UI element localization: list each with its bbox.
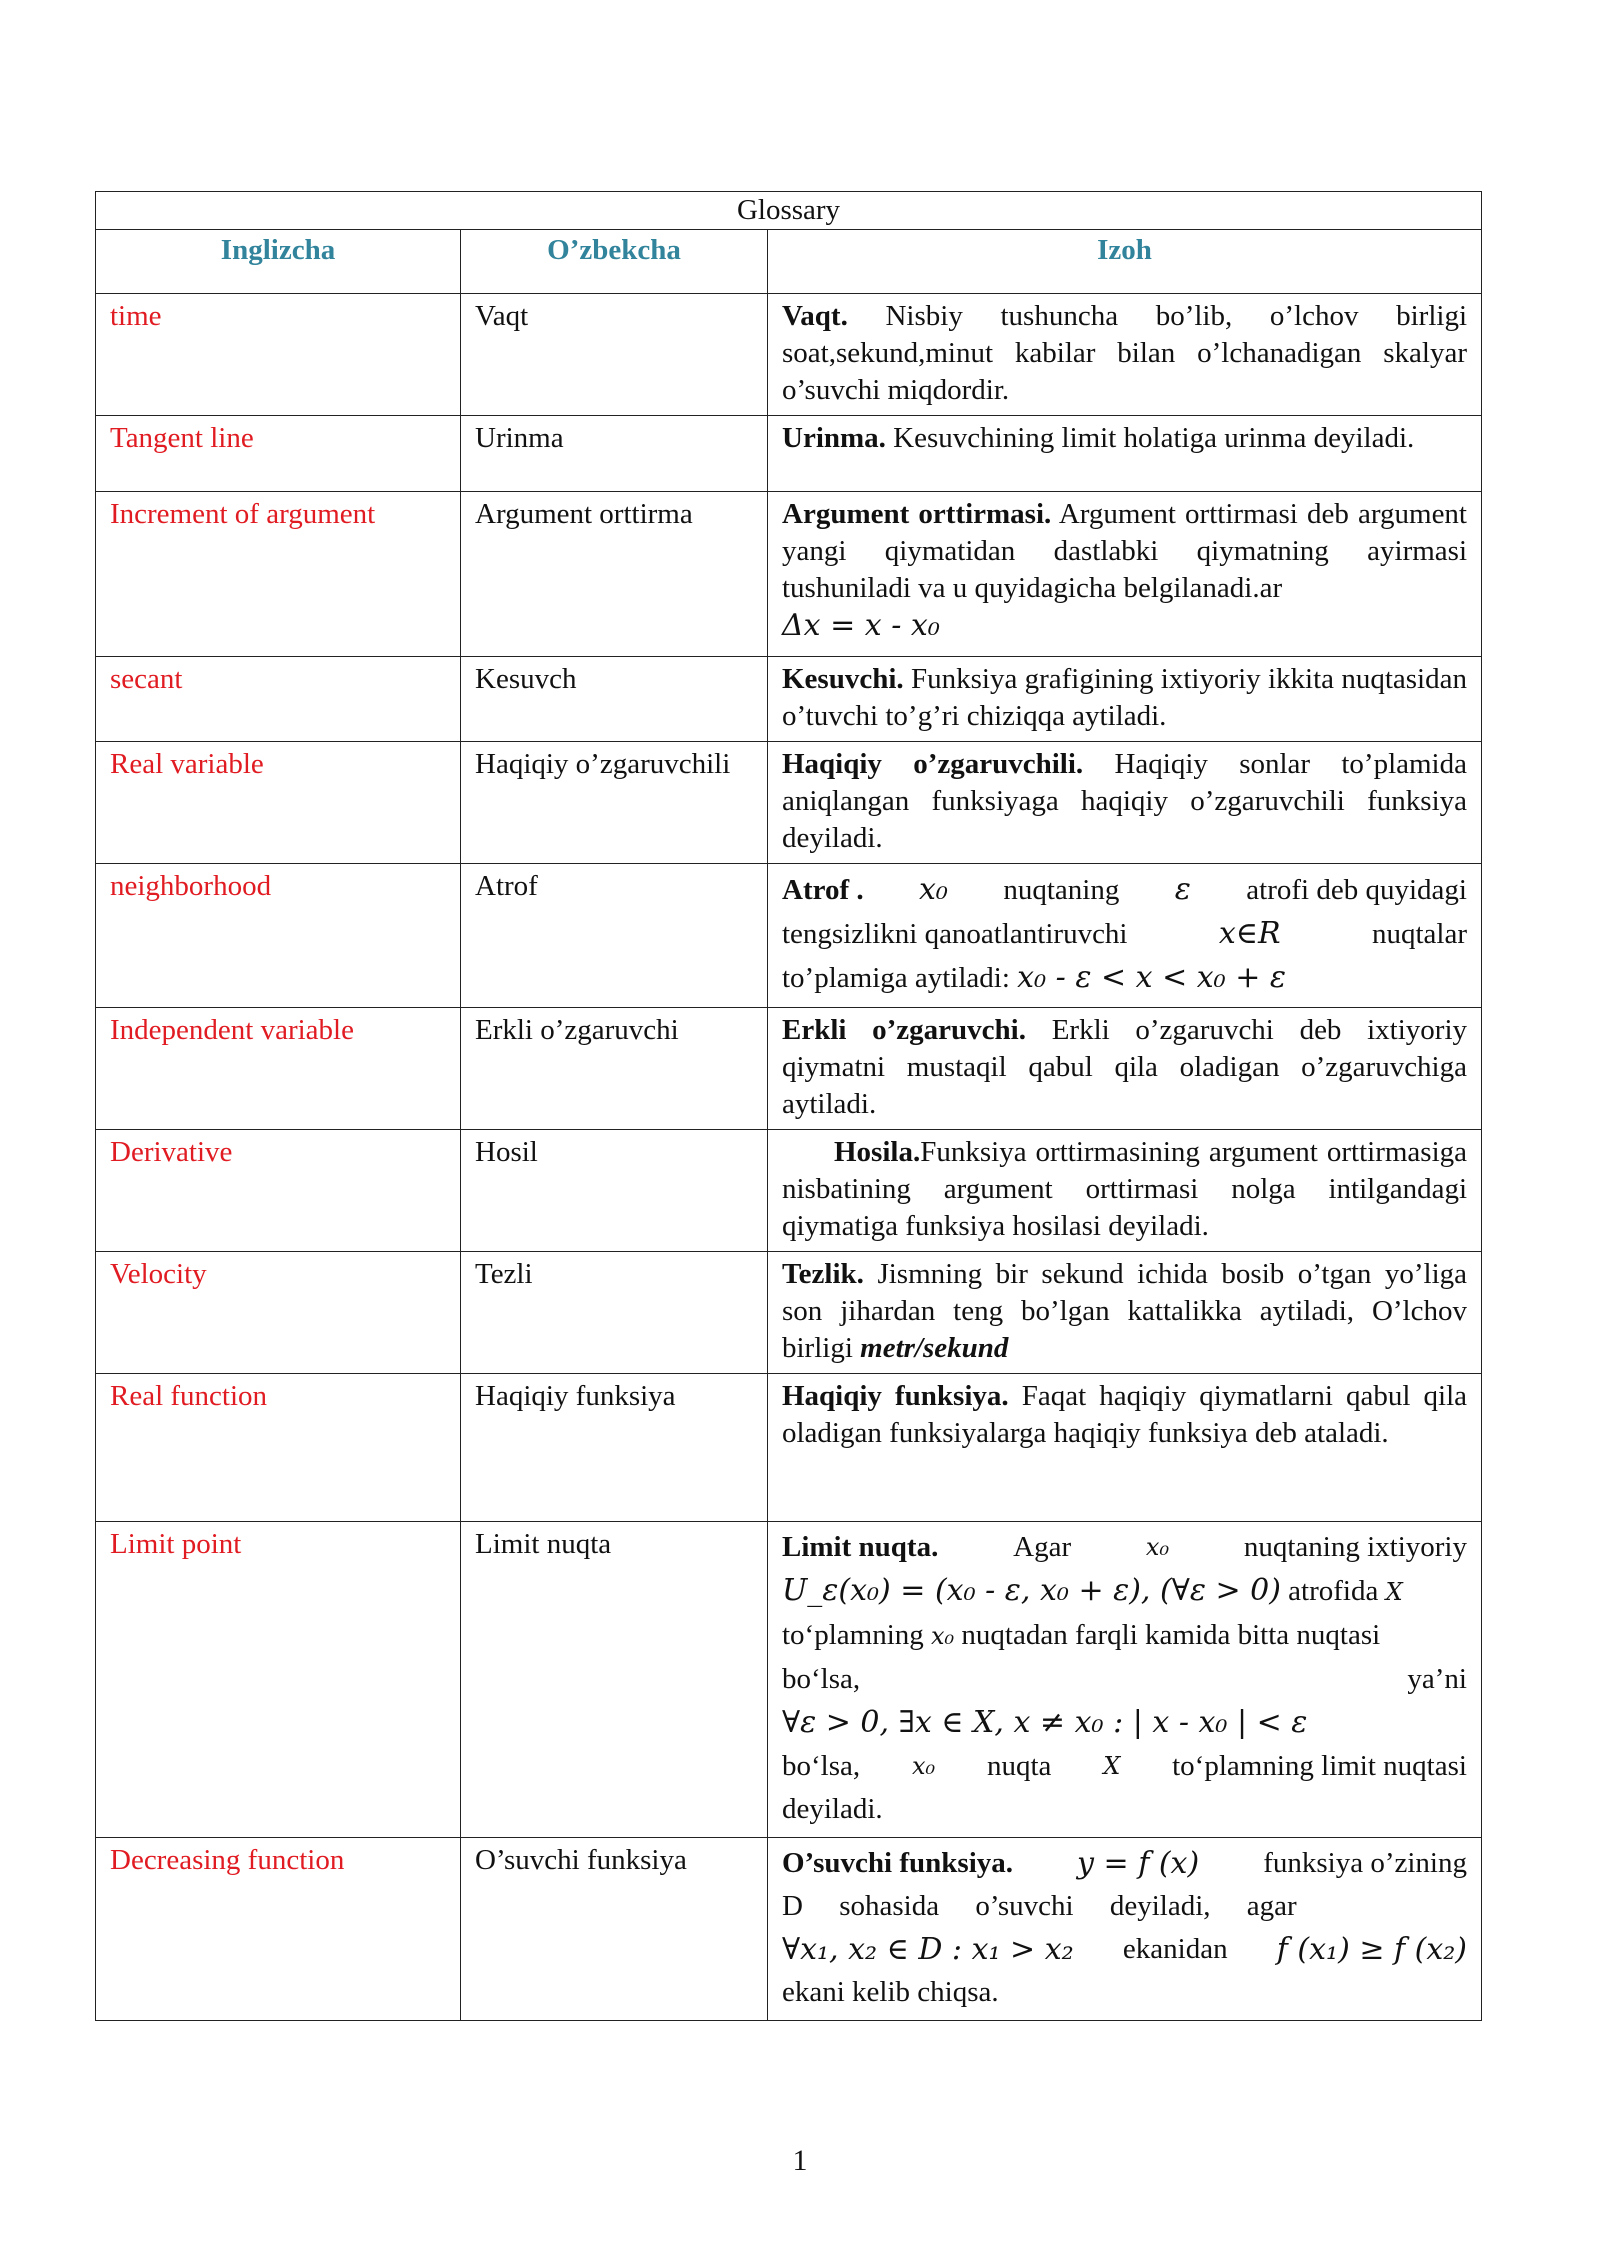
formula-line xyxy=(782,868,1467,912)
table-row xyxy=(96,1374,1482,1522)
definition-text: atrofi deb quyidagi xyxy=(1246,874,1467,906)
uzbek-term: Kesuvch xyxy=(461,657,768,742)
formula-line xyxy=(782,1526,1467,1569)
definition-text: Faqat haqiqiy qiymatlarni qabul qila oladigan funksiyalarga haqiqiy funksiya deb ataladi. xyxy=(782,1380,1468,1449)
english-term: Derivative xyxy=(96,1130,461,1252)
formula-line xyxy=(782,1928,1467,1971)
definition-term: O’suvchi funksiya. xyxy=(782,1847,1013,1879)
formula-line xyxy=(782,1842,1467,1885)
uzbek-term: Vaqt xyxy=(461,294,768,416)
table-row xyxy=(96,492,1482,657)
definition-text: Nisbiy tushuncha bo’lib, o’lchov birligi soat,sekund,minut kabilar bilan o’lchanadigan skalyar o’suvchi miqdordir. xyxy=(782,300,1468,406)
definition-text: nuqta xyxy=(986,1750,1052,1782)
definition-text: to’plamiga aytiladi: xyxy=(782,962,1010,994)
definition-text: Jismning bir sekund ichida bosib o’tgan yo’liga son jihardan teng bo’lgan kattalikka aytiladi, O’lchov birligi xyxy=(782,1258,1467,1364)
table-row xyxy=(96,1130,1482,1252)
definition-term: Limit nuqta. xyxy=(782,1531,939,1563)
definition-text: Funksiya grafigining ixtiyoriy ikkita nuqtasidan o’tuvchi to’g’ri chiziqqa aytiladi. xyxy=(782,663,1467,732)
x0-symbol: x₀ xyxy=(931,1622,955,1650)
definition-text: ya’ni xyxy=(1407,1663,1467,1695)
table-row xyxy=(96,294,1482,416)
x0-symbol: x₀ xyxy=(919,872,948,907)
x0-symbol: x₀ xyxy=(911,1752,936,1780)
definition-term: Argument orttirmasi. xyxy=(782,498,1052,530)
uzbek-term: Erkli o’zgaruvchi xyxy=(461,1008,768,1130)
definition-text: Erkli o’zgaruvchi deb ixtiyoriy qiymatni mustaqil qabul qila oladigan o’zgaruvchiga aytiladi. xyxy=(782,1014,1468,1120)
definition-term: Haqiqiy funksiya. xyxy=(782,1380,1009,1412)
definition-text: Kesuvchining limit holatiga urinma deyiladi. xyxy=(893,422,1415,454)
definition-text: deyiladi. xyxy=(782,1793,883,1825)
uzbek-term: Haqiqiy funksiya xyxy=(461,1374,768,1522)
header-english: Inglizcha xyxy=(96,230,461,294)
membership-formula: x∈R xyxy=(1218,916,1281,951)
description xyxy=(768,657,1482,742)
definition-text: Argument orttirmasi deb argument yangi qiymatidan dastlabki qiymatning ayirmasi tushuniladi va u quyidagicha belgilanadi.ar xyxy=(782,498,1467,604)
definition-text: Agar xyxy=(1013,1531,1072,1563)
english-term: Velocity xyxy=(96,1252,461,1374)
definition-term: Kesuvchi. xyxy=(782,663,904,695)
description xyxy=(768,1130,1482,1252)
formula-line xyxy=(782,1614,1467,1658)
formula-line xyxy=(782,912,1467,956)
definition-text: Funksiya orttirmasining argument orttirmasiga nisbatining argument orttirmasi nolga intilgandagi qiymatiga funksiya hosilasi deyiladi. xyxy=(782,1136,1467,1242)
formula-line xyxy=(782,1569,1467,1614)
english-term: Increment of argument xyxy=(96,492,461,657)
english-term: secant xyxy=(96,657,461,742)
definition-text: nuqtaning ixtiyoriy xyxy=(1243,1531,1467,1563)
definition-term: Haqiqiy o’zgaruvchili. xyxy=(782,748,1084,780)
definition-text: funksiya o’zining xyxy=(1263,1847,1467,1879)
definition-text: tengsizlikni qanoatlantiruvchi xyxy=(782,918,1128,950)
definition-text: Haqiqiy sonlar to’plamida aniqlangan funksiyaga haqiqiy o’zgaruvchili funksiya deyiladi. xyxy=(782,748,1467,854)
definition-text: to‘plamning limit nuqtasi xyxy=(1172,1750,1467,1782)
header-uzbek: O’zbekcha xyxy=(461,230,768,294)
definition-term: Vaqt. xyxy=(782,300,848,332)
uzbek-term: O’suvchi funksiya xyxy=(461,1838,768,2021)
set-symbol: X xyxy=(1385,1578,1403,1606)
definition-text: ekani kelib chiqsa. xyxy=(782,1976,999,2008)
description xyxy=(768,1838,1482,2021)
english-term: Limit point xyxy=(96,1522,461,1838)
table-row xyxy=(96,1522,1482,1838)
uzbek-term: Urinma xyxy=(461,416,768,492)
english-term: neighborhood xyxy=(96,864,461,1008)
description xyxy=(768,1374,1482,1522)
definition-text: D sohasida o’suvchi deyiladi, agar xyxy=(782,1890,1297,1922)
english-term: Real function xyxy=(96,1374,461,1522)
quantifier-formula: ∀x₁, x₂ ∈ D : x₁ > x₂ xyxy=(782,1932,1074,1967)
english-term: time xyxy=(96,294,461,416)
formula-line xyxy=(782,956,1467,1000)
definition-text: atrofida xyxy=(1288,1575,1379,1607)
english-term: Independent variable xyxy=(96,1008,461,1130)
table-row xyxy=(96,864,1482,1008)
definition-text: ekanidan xyxy=(1122,1933,1228,1965)
description xyxy=(768,416,1482,492)
inequality-formula: f (x₁) ≥ f (x₂) xyxy=(1276,1932,1467,1967)
table-row xyxy=(96,1838,1482,2021)
description xyxy=(768,1008,1482,1130)
uzbek-term: Argument orttirma xyxy=(461,492,768,657)
definition-term: Urinma. xyxy=(782,422,886,454)
unit-text: metr/sekund xyxy=(860,1332,1009,1364)
table-row xyxy=(96,416,1482,492)
header-note: Izoh xyxy=(768,230,1482,294)
description xyxy=(768,294,1482,416)
uzbek-term: Tezli xyxy=(461,1252,768,1374)
function-formula: y = f (x) xyxy=(1077,1846,1200,1881)
uzbek-term: Limit nuqta xyxy=(461,1522,768,1838)
description xyxy=(768,864,1482,1008)
definition-text: bo‘lsa, xyxy=(782,1750,861,1782)
definition-term: Atrof . xyxy=(782,874,864,906)
definition-term: Erkli o’zgaruvchi. xyxy=(782,1014,1026,1046)
english-term: Decreasing function xyxy=(96,1838,461,2021)
description xyxy=(768,492,1482,657)
definition-text: bo‘lsa, xyxy=(782,1663,861,1695)
table-caption: Glossary xyxy=(96,192,1482,230)
description xyxy=(768,1522,1482,1838)
definition-term: Hosila. xyxy=(834,1136,921,1168)
formula-line xyxy=(782,1658,1467,1701)
uzbek-term: Hosil xyxy=(461,1130,768,1252)
english-term: Real variable xyxy=(96,742,461,864)
set-symbol: X xyxy=(1103,1752,1121,1780)
table-row xyxy=(96,1252,1482,1374)
table-row xyxy=(96,657,1482,742)
description xyxy=(768,1252,1482,1374)
definition-text: to‘plamning xyxy=(782,1619,924,1651)
page-number: 1 xyxy=(792,2144,808,2177)
epsilon-symbol: ε xyxy=(1174,872,1191,907)
definition-text: nuqtadan farqli kamida bitta nuqtasi xyxy=(961,1619,1381,1651)
definition-text: nuqtalar xyxy=(1371,918,1467,950)
description xyxy=(768,742,1482,864)
definition-text: nuqtaning xyxy=(1003,874,1120,906)
inequality-formula: x₀ - ε < x < x₀ + ε xyxy=(1017,960,1287,995)
english-term: Tangent line xyxy=(96,416,461,492)
table-row xyxy=(96,1008,1482,1130)
increment-formula: Δx = x - x₀ xyxy=(782,608,940,643)
formula-line xyxy=(782,1701,1467,1745)
limit-formula: ∀ε > 0, ∃x ∈ X, x ≠ x₀ : | x - x₀ | < ε xyxy=(782,1705,1308,1740)
neighborhood-formula: U_ε(x₀) = (x₀ - ε, x₀ + ε), (∀ε > 0) xyxy=(782,1573,1281,1608)
glossary-table xyxy=(95,191,1482,2021)
definition-term: Tezlik. xyxy=(782,1258,864,1290)
uzbek-term: Haqiqiy o’zgaruvchili xyxy=(461,742,768,864)
formula-line xyxy=(782,1745,1467,1788)
uzbek-term: Atrof xyxy=(461,864,768,1008)
table-row xyxy=(96,742,1482,864)
x0-symbol: x₀ xyxy=(1145,1533,1170,1561)
